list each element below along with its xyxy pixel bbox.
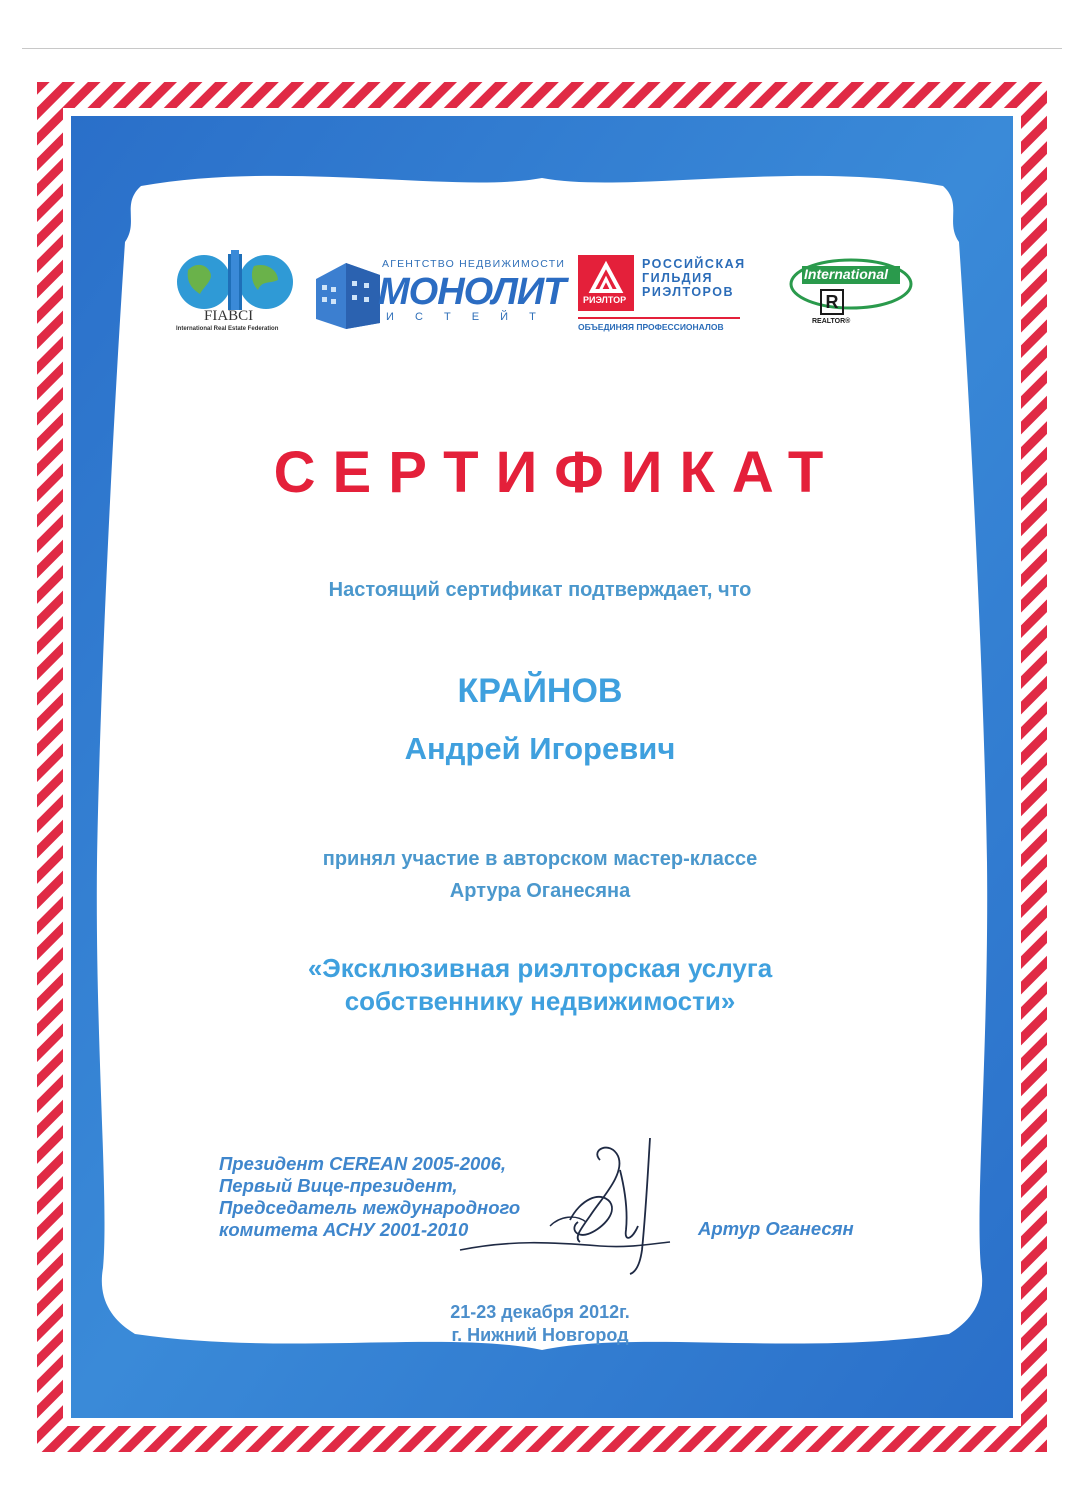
event-date: 21-23 декабря 2012г. — [450, 1302, 630, 1322]
fiabci-logo — [174, 250, 298, 338]
monolit-name: МОНОЛИТ — [378, 271, 566, 313]
realtor-name: International — [804, 266, 889, 282]
signer-title-line: Первый Вице-президент, — [219, 1175, 458, 1196]
monolit-bottom: И С Т Е Й Т — [386, 311, 545, 323]
rgr-line2: ГИЛЬДИЯ — [642, 271, 714, 285]
event-city: г. Нижний Новгород — [451, 1325, 629, 1345]
signer-title-line: Президент CEREAN 2005-2006, — [219, 1153, 506, 1174]
participation-line-1: принял участие в авторском мастер-классе — [322, 848, 758, 870]
realtor-caption: REALTOR® — [812, 318, 851, 325]
handwritten-signature — [450, 1130, 690, 1280]
recipient-surname: КРАЙНОВ — [457, 672, 623, 710]
rgr-tagline: ОБЪЕДИНЯЯ ПРОФЕССИОНАЛОВ — [578, 317, 740, 332]
monolit-top: АГЕНТСТВО НЕДВИЖИМОСТИ — [382, 258, 566, 270]
rgr-badge-text: РИЭЛТОР — [583, 295, 627, 305]
signer-title-line: Председатель международного — [219, 1197, 521, 1218]
fiabci-tagline: International Real Estate Federation — [176, 326, 279, 332]
signer-name: Артур Оганесян — [698, 1218, 854, 1239]
signer-title-line: комитета АСНУ 2001-2010 — [219, 1219, 469, 1240]
certificate-intro: Настоящий сертификат подтверждает, что — [328, 579, 752, 601]
rgr-line1: РОССИЙСКАЯ — [642, 257, 746, 271]
rgr-logo — [578, 255, 746, 332]
building-icon — [312, 253, 384, 329]
monolit-logo — [312, 253, 566, 329]
participation-line-2: Артура Оганесяна — [449, 880, 631, 902]
rgr-line3: РИЭЛТОРОВ — [642, 285, 734, 299]
fiabci-name: FIABCI — [204, 308, 254, 324]
scan-edge-line — [22, 48, 1062, 49]
realtor-logo — [788, 256, 914, 326]
course-title-line-2: собственнику недвижимости» — [344, 986, 736, 1016]
realtor-mark: R — [820, 289, 844, 315]
recipient-given-names: Андрей Игоревич — [404, 731, 676, 766]
course-title-line-1: «Эксклюзивная риэлторская услуга — [307, 953, 773, 983]
certificate-title: СЕРТИФИКАТ — [273, 440, 841, 505]
